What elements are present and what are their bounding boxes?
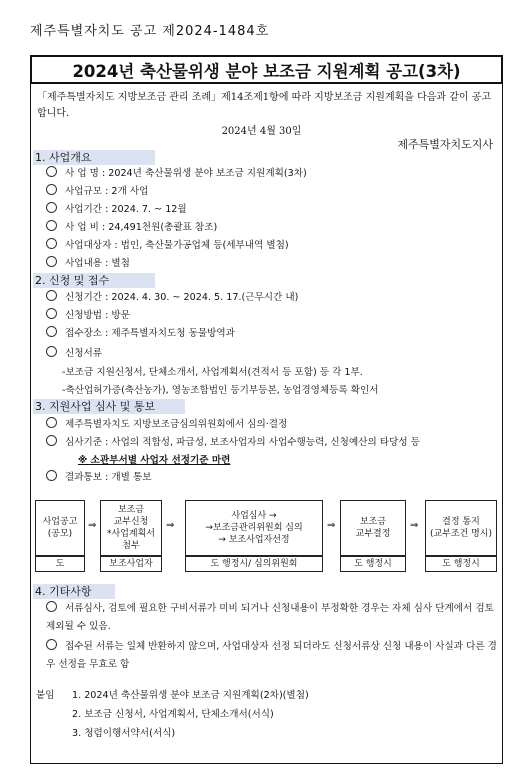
list-item: 신청방법 : 방문 [46,308,130,323]
section-3-heading: 3. 지원사업 심사 및 통보 [33,399,185,414]
flow-arrow-icon: ⇒ [166,520,175,531]
flow-actor: 도 행정시/ 심의위원회 [185,556,323,572]
list-item: 사업규모 : 2개 사업 [46,184,148,199]
notice-number: 제주특별자치도 공고 제2024-1484호 [30,24,270,39]
notice-date: 2024년 4월 30일 [221,126,302,137]
flow-actor: 도 행정시 [340,556,406,572]
circle-bullet-icon [46,601,57,612]
list-item: 접수장소 : 제주특별자치도청 동물방역과 [46,326,235,341]
list-item: 결과통보 : 개별 통보 [46,470,152,485]
circle-bullet-icon [46,326,57,337]
section-4-heading: 4. 기타사항 [33,584,115,599]
flow-arrow-icon: ⇒ [410,520,419,531]
flow-step-application: 보조금 교부신청 *사업계획서 첨부 [100,500,162,556]
list-item: 사 업 비 : 24,491천원(총괄표 참조) [46,220,217,235]
circle-bullet-icon [46,184,57,195]
circle-bullet-icon [46,220,57,231]
document-list-item: -축산업허가증(축산농가), 영농조합법인 등기부등본, 농업경영체등록 확인서 [62,385,379,396]
flow-step-grant-decision: 보조금 교부결정 [340,500,406,556]
circle-bullet-icon [46,202,57,213]
list-item: 서류심사, 검토에 필요한 구비서류가 미비 되거나 신청내용이 부정확한 경우는 자체 심사 단계에서 검토 제외될 수 있음. [46,603,494,632]
circle-bullet-icon [46,346,57,357]
list-item: 신청기간 : 2024. 4. 30. ~ 2024. 5. 17.(근무시간 내) [46,290,298,305]
list-item: 사업기간 : 2024. 7. ~ 12월 [46,202,187,217]
attachment-item: 1. 2024년 축산물위생 분야 보조금 지원계획(2차)(별첨) [72,690,309,701]
flow-step-notification: 결정 통지 (교부조건 명시) [425,500,497,556]
list-item: 사업대상자 : 법인, 축산물가공업체 등(세부내역 별첨) [46,238,289,253]
circle-bullet-icon [46,470,57,481]
list-item: 접수된 서류는 일체 반환하지 않으며, 사업대상자 선정 되더라도 신청서류상 신청 내용이 사실과 다른 경우 선정을 무효로 함 [46,641,497,670]
list-item: 사 업 명 : 2024년 축산물위생 분야 보조금 지원계획(3차) [46,166,307,181]
circle-bullet-icon [46,639,57,650]
section-1-heading: 1. 사업개요 [33,150,155,165]
attachment-item: 2. 보조금 신청서, 사업계획서, 단체소개서(서식) [72,709,274,720]
flow-arrow-icon: ⇒ [88,520,97,531]
document-list-item: -보조금 지원신청서, 단체소개서, 사업계획서(견적서 등 포함) 등 각 1부. [62,367,363,378]
flow-step-review: 사업심사 → →보조금관리위원회 심의 → 보조사업자선정 [185,500,323,556]
list-item: 사업내용 : 별첨 [46,256,130,271]
document-title: 2024년 축산물위생 분야 보조금 지원계획 공고(3차) [30,55,503,84]
section-2-heading: 2. 신청 및 접수 [33,273,155,288]
circle-bullet-icon [46,417,57,428]
flow-step-notice: 사업공고 (공모) [35,500,85,556]
flow-actor: 도 [35,556,85,572]
flow-actor: 도 행정시 [425,556,497,572]
attachments-label: 붙임 [36,690,55,701]
intro-text: 「제주특별자치도 지방보조금 관리 조례」제14조제1항에 따라 지방보조금 지원계획을 다음과 같이 공고합니다. [37,92,492,119]
issuer: 제주특별자치도지사 [397,138,493,151]
circle-bullet-icon [46,290,57,301]
attachment-item: 3. 청렴이행서약서(서식) [72,728,176,739]
circle-bullet-icon [46,256,57,267]
circle-bullet-icon [46,435,57,446]
circle-bullet-icon [46,308,57,319]
list-item: 제주특별자치도 지방보조금심의위원회에서 심의·결정 [46,417,287,432]
selection-criteria-note: ※ 소관부서별 사업자 선정기준 마련 [78,455,231,466]
circle-bullet-icon [46,166,57,177]
circle-bullet-icon [46,238,57,249]
list-item: 심사기준 : 사업의 적합성, 파급성, 보조사업자의 사업수행능력, 신청예산의 타당성 등 [46,435,420,450]
flow-arrow-icon: ⇒ [327,520,336,531]
flow-actor: 보조사업자 [100,556,162,572]
list-item: 신청서류 [46,346,102,361]
